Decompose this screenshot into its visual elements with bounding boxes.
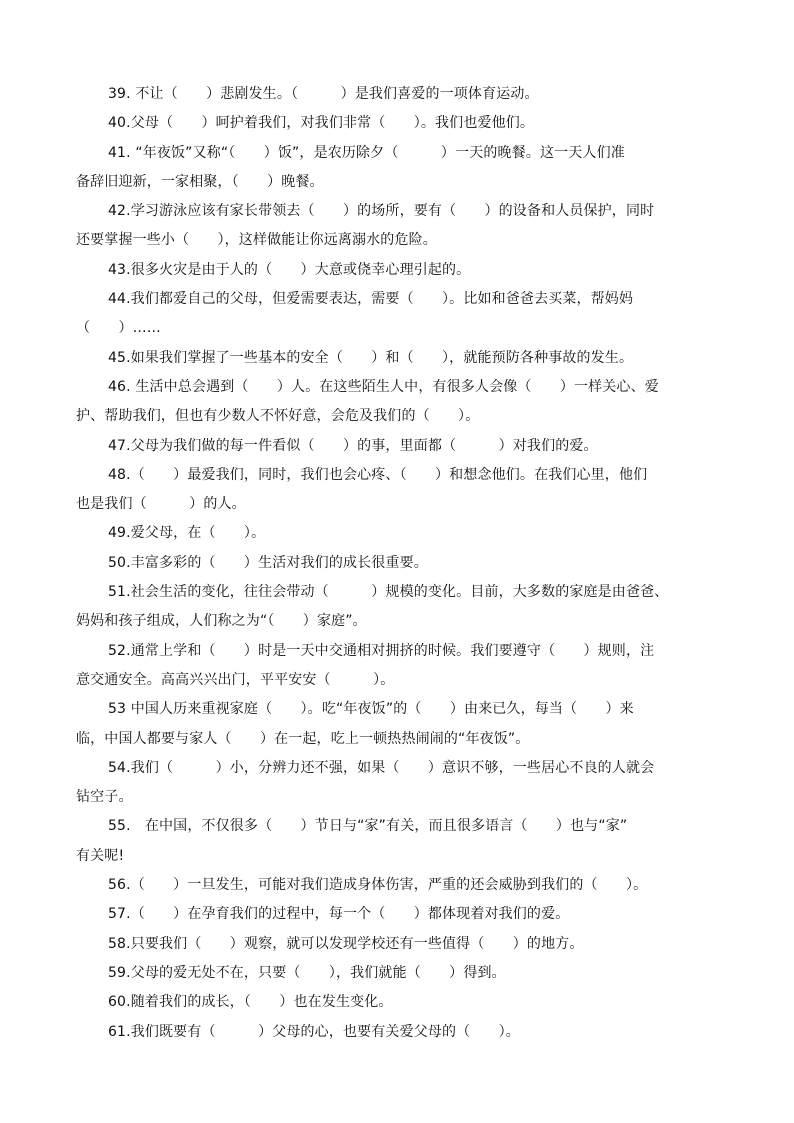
question-57 <box>76 900 726 929</box>
worksheet-page <box>76 80 726 1047</box>
question-46 <box>76 373 726 432</box>
question-line: 43.很多火灾是由于人的（ ）大意或侥幸心理引起的。 <box>108 261 471 278</box>
question-line: 意交通安全。高高兴兴出门，平平安安（ ）。 <box>76 671 395 688</box>
question-line: 47.父母为我们做的每一件看似（ ）的事，里面都（ ）对我们的爱。 <box>108 437 598 454</box>
question-line: 钻空子。 <box>76 789 133 806</box>
question-line: 48.（ ）最爱我们，同时，我们也会心疼、（ ）和想念他们。在我们心里，他们 <box>108 466 648 483</box>
question-line: 60.随着我们的成长，（ ）也在发生变化。 <box>108 994 393 1011</box>
question-line: 还要掌握一些小（ ），这样做能让你远离溺水的危险。 <box>76 232 437 249</box>
question-line: 42.学习游泳应该有家长带领去（ ）的场所，要有（ ）的设备和人员保护，同时 <box>108 203 655 220</box>
question-line: 59.父母的爱无处不在，只要（ ），我们就能（ ）得到。 <box>108 964 506 981</box>
question-51 <box>76 578 726 637</box>
question-43 <box>76 256 726 285</box>
question-line: 41. “年夜饭”又称“（ ）饭”，是农历除夕（ ）一天的晚餐。这一天人们准 <box>108 144 625 161</box>
question-line: 也是我们（ ）的人。 <box>76 496 246 513</box>
question-line: 57.（ ）在孕育我们的过程中，每一个（ ）都体现着对我们的爱。 <box>108 906 570 923</box>
question-line: 50.丰富多彩的（ ）生活对我们的成长很重要。 <box>108 554 428 571</box>
question-54 <box>76 754 726 813</box>
question-50 <box>76 549 726 578</box>
question-line: 61.我们既要有（ ）父母的心，也要有关爱父母的（ ）。 <box>108 1023 520 1040</box>
question-55 <box>76 812 726 871</box>
question-60 <box>76 988 726 1017</box>
question-line: 备辞旧迎新，一家相聚，（ ）晚餐。 <box>76 173 324 190</box>
question-44 <box>76 285 726 344</box>
question-41 <box>76 139 726 198</box>
question-line: 49.爱父母，在（ ）。 <box>108 525 266 542</box>
question-line: 妈妈和孩子组成，人们称之为“（ ）家庭”。 <box>76 613 367 630</box>
question-line: 45.如果我们掌握了一些基本的安全（ ）和（ ），就能预防各种事故的发生。 <box>108 349 634 366</box>
question-line: 53 中国人历来重视家庭（ ）。吃“年夜饭”的（ ）由来已久，每当（ ）来 <box>108 701 634 718</box>
question-line: 临，中国人都要与家人（ ）在一起，吃上一顿热热闹闹的“年夜饭”。 <box>76 730 530 747</box>
question-40 <box>76 109 726 138</box>
question-42 <box>76 197 726 256</box>
question-line: 39. 不让（ ）悲剧发生。（ ）是我们喜爱的一项体育运动。 <box>108 86 539 102</box>
question-59 <box>76 959 726 988</box>
question-line: 56.（ ）一旦发生，可能对我们造成身体伤害，严重的还会威胁到我们的（ ）。 <box>108 877 648 894</box>
question-line: 58.只要我们（ ）观察，就可以发现学校还有一些值得（ ）的地方。 <box>108 935 584 952</box>
question-61 <box>76 1018 726 1047</box>
question-line: 44.我们都爱自己的父母，但爱需要表达，需要（ ）。比如和爸爸去买菜，帮妈妈 <box>108 291 634 308</box>
question-39 <box>76 80 726 109</box>
question-line: 46. 生活中总会遇到（ ）人。在这些陌生人中，有很多人会像（ ）一样关心、爱 <box>108 378 659 395</box>
question-line: 51.社会生活的变化，往往会带动（ ）规模的变化。目前，大多数的家庭是由爸爸、 <box>108 584 669 601</box>
question-58 <box>76 930 726 959</box>
question-47 <box>76 432 726 461</box>
question-line: 55. 在中国，不仅很多（ ）节日与“家”有关，而且很多语言（ ）也与“家” <box>108 818 628 835</box>
question-45 <box>76 344 726 373</box>
question-53 <box>76 695 726 754</box>
question-56 <box>76 871 726 900</box>
question-52 <box>76 637 726 696</box>
question-line: 护、帮助我们，但也有少数人不怀好意，会危及我们的（ ）。 <box>76 408 480 425</box>
question-49 <box>76 519 726 548</box>
question-line: 40.父母（ ）呵护着我们，对我们非常（ ）。我们也爱他们。 <box>108 115 535 132</box>
question-48 <box>76 461 726 520</box>
question-line: （ ）…… <box>76 320 161 337</box>
question-line: 52.通常上学和（ ）时是一天中交通相对拥挤的时候。我们要遵守（ ）规则，注 <box>108 642 655 659</box>
question-line: 有关呢! <box>76 847 125 864</box>
question-line: 54.我们（ ）小，分辨力还不强，如果（ ）意识不够，一些居心不良的人就会 <box>108 759 655 776</box>
